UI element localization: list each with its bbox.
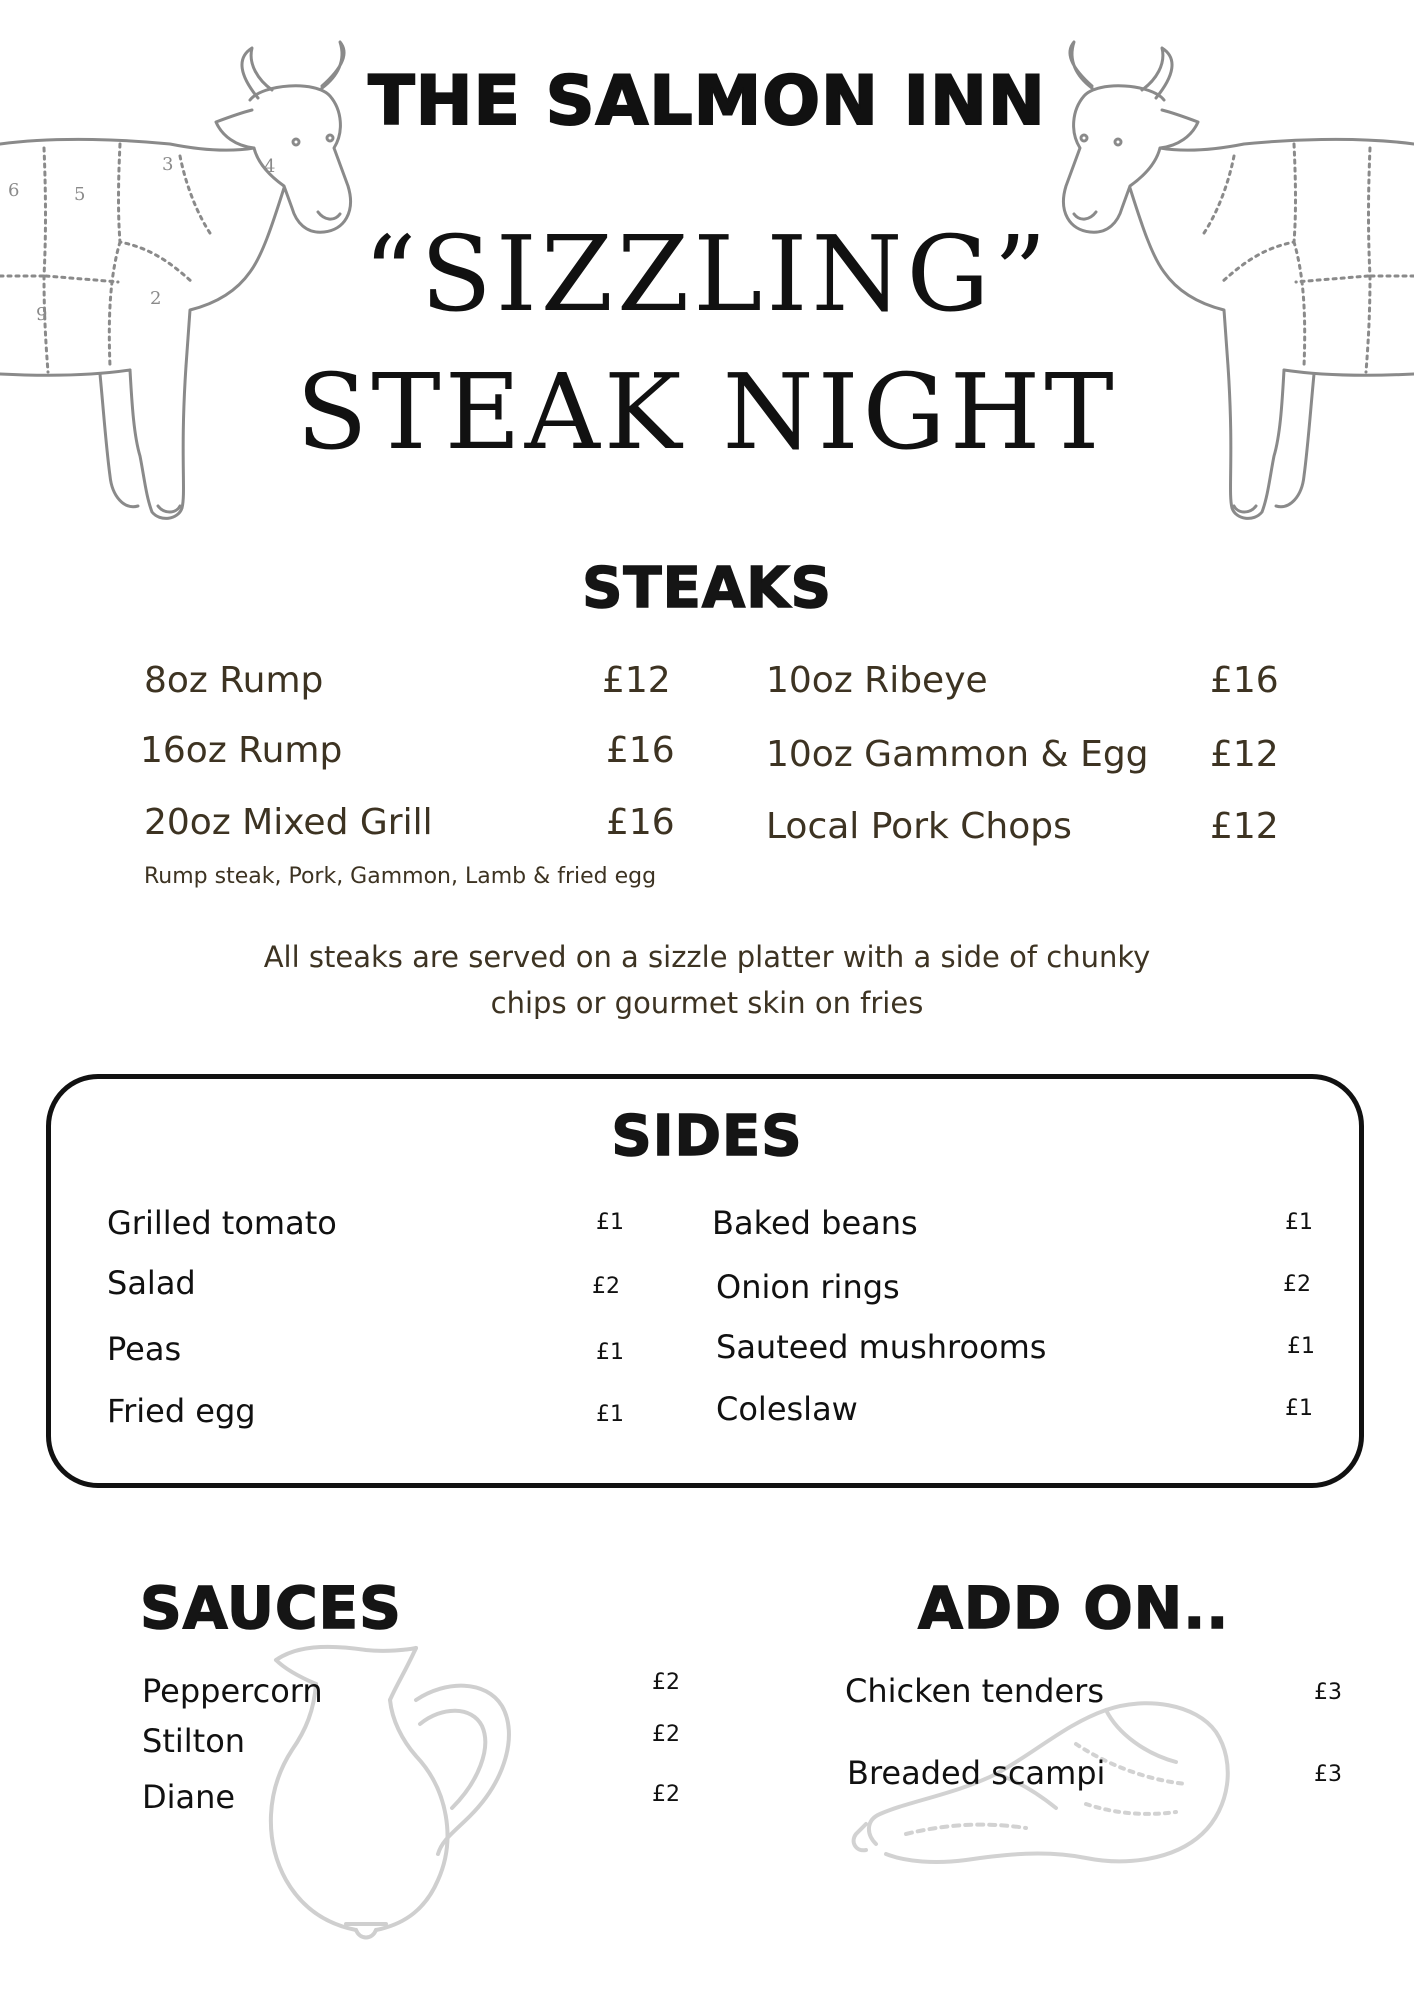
steaks-heading: STEAKS [582, 556, 832, 621]
svg-text:3: 3 [162, 154, 174, 175]
side-item-name: Fried egg [107, 1392, 256, 1430]
side-item-name: Sauteed mushrooms [716, 1328, 1047, 1366]
steak-item-name: 8oz Rump [144, 660, 324, 701]
mixed-grill-note: Rump steak, Pork, Gammon, Lamb & fried egg [144, 864, 657, 889]
svg-text:4: 4 [264, 156, 276, 177]
steak-item-name: 10oz Ribeye [766, 660, 988, 701]
side-item-price: £1 [1287, 1334, 1315, 1359]
side-item-name: Peas [107, 1330, 182, 1368]
side-item-price: £2 [592, 1274, 620, 1299]
sauce-item-price: £2 [652, 1722, 680, 1747]
svg-text:2: 2 [150, 288, 162, 309]
side-item-name: Baked beans [712, 1204, 918, 1242]
steak-item-name: 20oz Mixed Grill [144, 802, 433, 843]
side-item-price: £1 [596, 1210, 624, 1235]
served-note-line2: chips or gourmet skin on fries [490, 986, 924, 1020]
svg-text:6: 6 [8, 180, 20, 201]
steak-item-price: £12 [602, 660, 671, 701]
served-note-line1: All steaks are served on a sizzle platter with a side of chunky [263, 940, 1151, 974]
sauce-item-name: Peppercorn [142, 1672, 323, 1710]
served-note [0, 934, 1414, 1026]
side-item-price: £1 [596, 1402, 624, 1427]
steak-item-price: £16 [1210, 660, 1279, 701]
side-item-price: £1 [596, 1340, 624, 1365]
side-item-name: Coleslaw [716, 1390, 858, 1428]
page-title-line2: STEAK NIGHT [296, 351, 1118, 473]
page-title-line1: “SIZZLING” [363, 213, 1051, 335]
side-item-price: £2 [1283, 1272, 1311, 1297]
side-item-price: £1 [1285, 1210, 1313, 1235]
steak-item-name: Local Pork Chops [766, 806, 1072, 847]
svg-text:5: 5 [74, 184, 86, 205]
addon-heading: ADD ON.. [918, 1574, 1230, 1642]
side-item-name: Onion rings [716, 1268, 900, 1306]
addon-item-price: £3 [1314, 1680, 1342, 1705]
sauce-item-name: Diane [142, 1778, 236, 1816]
sauce-item-price: £2 [652, 1782, 680, 1807]
brand-name: THE SALMON INN [368, 62, 1046, 141]
sides-heading: SIDES [611, 1104, 803, 1169]
addon-item-price: £3 [1314, 1762, 1342, 1787]
sauces-heading: SAUCES [140, 1574, 402, 1642]
side-item-name: Grilled tomato [107, 1204, 337, 1242]
steak-item-price: £16 [606, 730, 675, 771]
svg-text:9: 9 [36, 304, 48, 325]
steak-item-price: £16 [606, 802, 675, 843]
side-item-price: £1 [1285, 1396, 1313, 1421]
steak-item-name: 10oz Gammon & Egg [766, 734, 1149, 775]
addon-item-name: Chicken tenders [845, 1672, 1104, 1710]
steak-item-price: £12 [1210, 734, 1279, 775]
steak-item-name: 16oz Rump [140, 730, 343, 771]
sauce-item-price: £2 [652, 1670, 680, 1695]
steak-item-price: £12 [1210, 806, 1279, 847]
sauce-item-name: Stilton [142, 1722, 246, 1760]
side-item-name: Salad [107, 1264, 196, 1302]
addon-item-name: Breaded scampi [847, 1754, 1106, 1792]
